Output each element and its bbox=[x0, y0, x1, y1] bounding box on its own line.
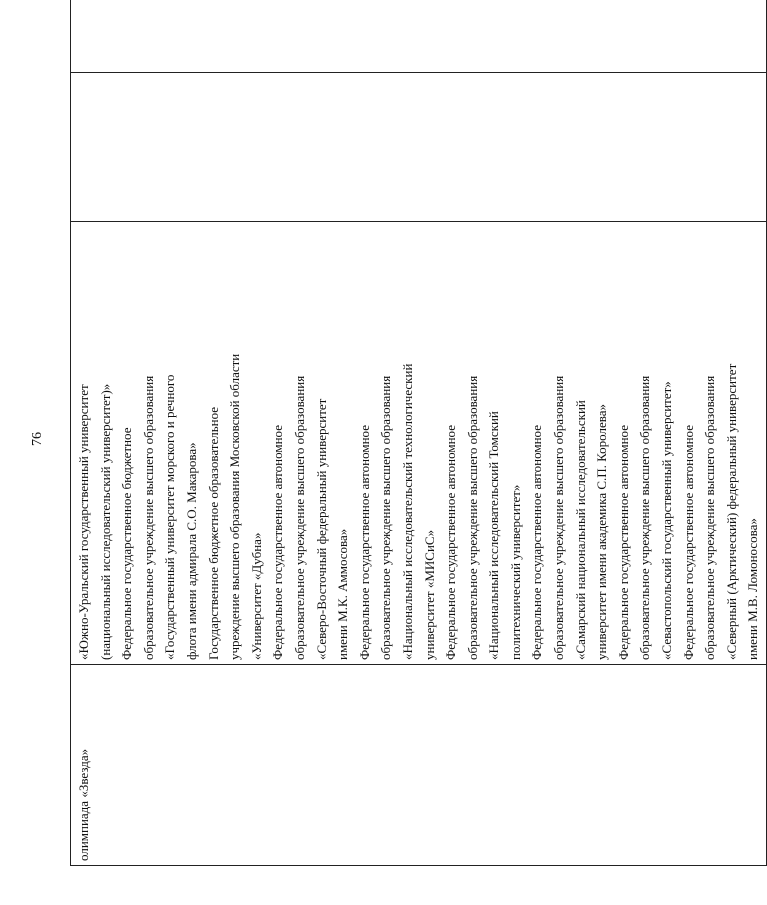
organization-line: флота имени адмирала С.О. Макарова» bbox=[183, 442, 199, 660]
organization-line: имени М.К. Аммосова» bbox=[335, 528, 351, 660]
organization-line: (национальный исследовательский университет)» bbox=[97, 383, 113, 660]
organization-line: университет имени академика С.П. Королева» bbox=[594, 404, 610, 660]
olympiad-name: олимпиада «Звезда» bbox=[76, 748, 91, 861]
organization-line: «Университет «Дубна» bbox=[248, 532, 264, 660]
page-number: 76 bbox=[30, 432, 45, 446]
organization-line: Федеральное государственное автономное bbox=[529, 425, 545, 660]
profiles-list bbox=[73, 0, 311, 68]
organization-line: имени М.В. Ломоносова» bbox=[745, 518, 761, 660]
organization-line: образовательное учреждение высшего образования bbox=[464, 375, 480, 660]
organization-line: Федеральное государственное автономное bbox=[356, 425, 372, 660]
profile-line bbox=[138, 0, 160, 68]
organization-line: Федеральное государственное автономное bbox=[680, 425, 696, 660]
organization-line: «Северный (Арктический) федеральный университет bbox=[723, 363, 739, 660]
profile-line bbox=[159, 0, 181, 68]
organization-line: «Национальный исследовательский Томский bbox=[486, 411, 502, 660]
organization-line: образовательное учреждение высшего образования bbox=[702, 375, 718, 660]
profiles-cell bbox=[71, 0, 767, 73]
profile-line bbox=[181, 0, 203, 68]
organization-line: «Севастопольский государственный университет» bbox=[659, 381, 675, 660]
organization-line: образовательное учреждение высшего образования bbox=[378, 375, 394, 660]
profile-line bbox=[289, 0, 311, 68]
organization-line: политехнический университет» bbox=[507, 484, 523, 660]
level-cell bbox=[71, 73, 767, 222]
profile-line bbox=[203, 0, 225, 68]
organization-line: Государственное бюджетное образовательное bbox=[205, 406, 221, 660]
organization-line: университет «МИСиС» bbox=[421, 529, 437, 660]
organization-line: учреждение высшего образования Московской области bbox=[227, 353, 243, 660]
organizations-cell bbox=[71, 222, 767, 665]
organization-line: Федеральное государственное автономное bbox=[443, 425, 459, 660]
rotated-table-container bbox=[70, 36, 761, 866]
organization-line: образовательное учреждение высшего образования bbox=[551, 375, 567, 660]
profile-line bbox=[246, 0, 268, 68]
organization-line: образовательное учреждение высшего образования bbox=[291, 375, 307, 660]
organization-line: Федеральное государственное автономное bbox=[615, 425, 631, 660]
organization-line: Федеральное государственное бюджетное bbox=[119, 427, 135, 660]
organization-line: «Южно-Уральский государственный университет bbox=[76, 384, 91, 660]
organization-line: «Государственный университет морского и речного bbox=[162, 374, 178, 660]
olympiad-name-cell bbox=[71, 665, 767, 866]
organization-line: «Национальный исследовательский технологический bbox=[399, 363, 415, 660]
profile-line bbox=[224, 0, 246, 68]
organizations-list bbox=[73, 226, 764, 660]
organization-line: «Северо-Восточный федеральный университет bbox=[313, 398, 329, 660]
olympiad-table bbox=[70, 0, 767, 866]
organization-line: образовательное учреждение высшего образования bbox=[140, 375, 156, 660]
organization-line: образовательное учреждение высшего образования bbox=[637, 375, 653, 660]
organization-line: Федеральное государственное автономное bbox=[270, 425, 286, 660]
organization-line: «Самарский национальный исследовательский bbox=[572, 400, 588, 660]
profile-line bbox=[73, 0, 95, 68]
profile-line bbox=[267, 0, 289, 68]
profile-line bbox=[116, 0, 138, 68]
profile-line bbox=[95, 0, 117, 68]
table-row bbox=[71, 0, 767, 866]
